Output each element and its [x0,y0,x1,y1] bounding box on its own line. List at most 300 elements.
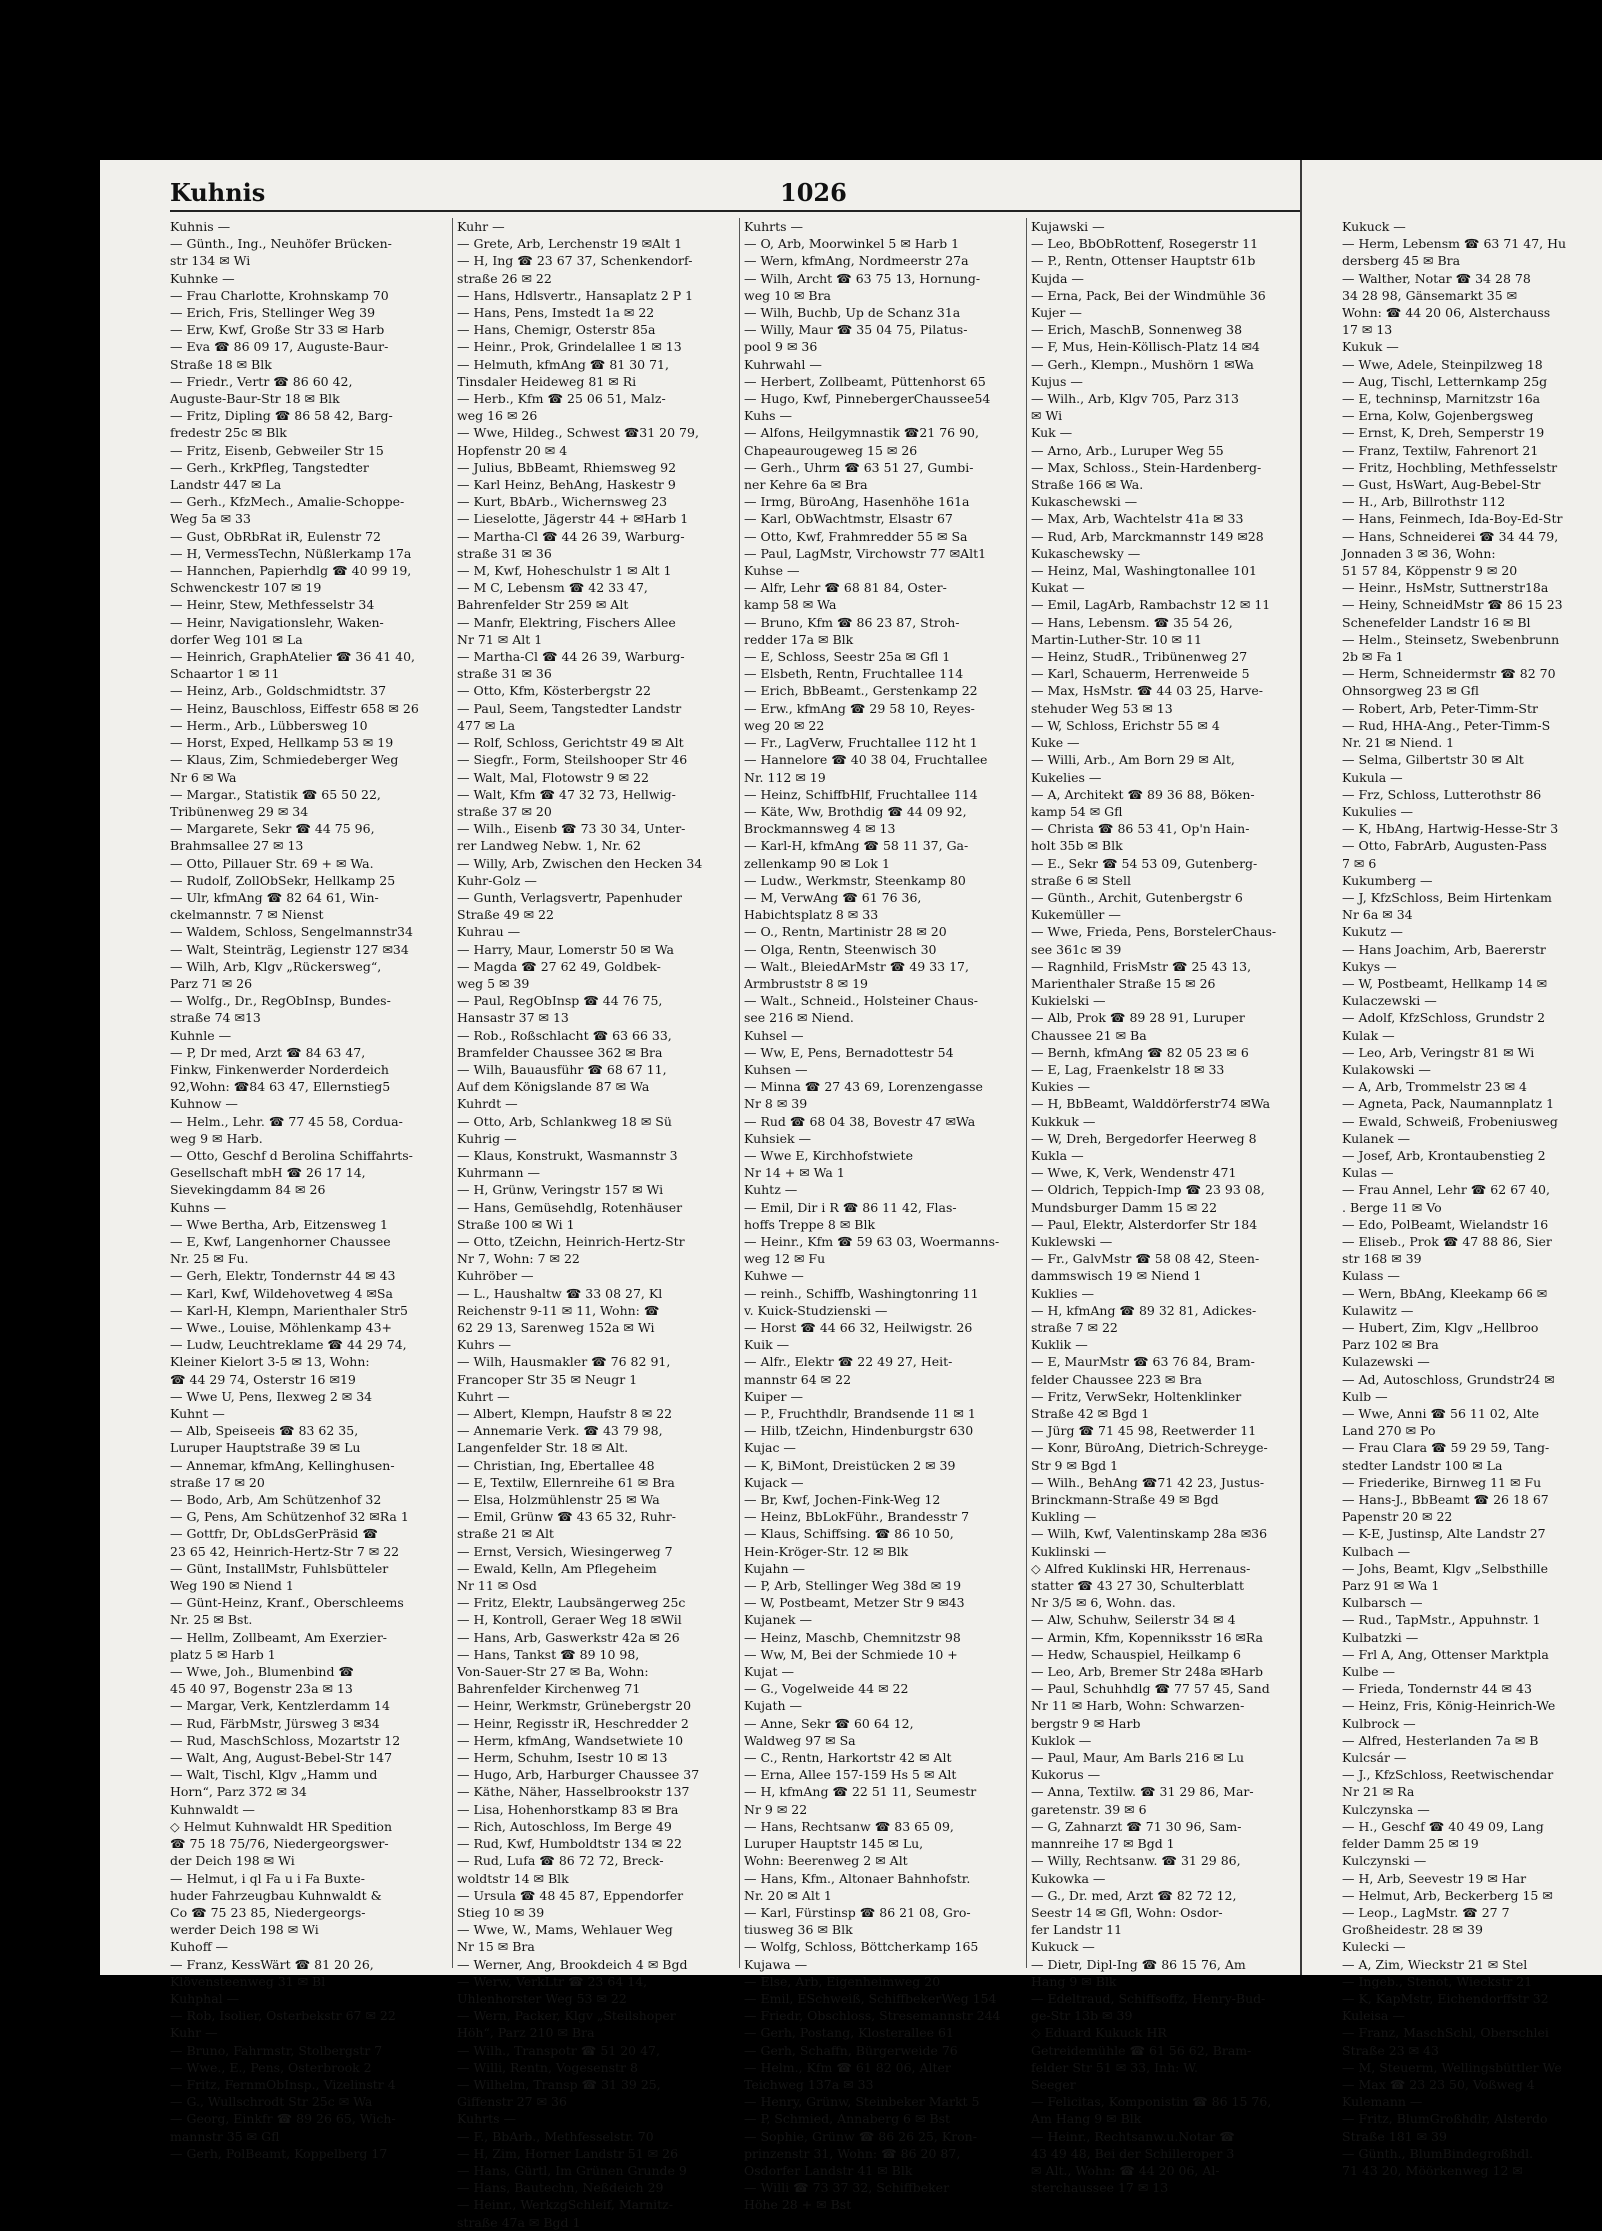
directory-entry-line: Chapeaurougeweg 15 ✉ 26 [744,442,918,458]
directory-entry-line: — Leop., LagMstr. ☎ 27 7 [1342,1904,1510,1920]
directory-entry-line: ge-Str 13b ✉ 39 [1031,2008,1133,2024]
directory-entry-line: — Gust, ObRbRat iR, Eulenstr 72 [170,528,381,544]
directory-entry-line: — Elsa, Holzmühlenstr 25 ✉ Wa [457,1492,660,1508]
directory-entry-line: — Horst ☎ 44 66 32, Heilwigstr. 26 [744,1320,973,1335]
directory-entry-line: Kuhrmann — [457,1165,541,1181]
directory-entry-line: Finkw, Finkenwerder Norderdeich [170,1061,389,1077]
directory-entry-line: — P, Dr med, Arzt ☎ 84 63 47, [170,1044,366,1060]
directory-entry-line: — Wwe., E., Pens, Osterbrook 2 [170,2059,372,2075]
directory-entry-line: — Else, Arb, Eigenheimweg 20 [744,1973,941,1989]
directory-entry-line: — J, KfzSchloss, Beim Hirtenkam [1342,889,1552,905]
directory-entry-line: weg 10 ✉ Bra [744,287,832,303]
directory-entry-line: — Edeltraud, Schiffsoffz, Henry-Bud- [1031,1990,1266,2006]
directory-entry-line: straße 47a ✉ Bgd 1 [457,2214,581,2230]
directory-entry-line: — Horst, Exped, Hellkamp 53 ✉ 19 [170,735,394,751]
directory-entry-line: Kukaschewsky — [1031,545,1141,561]
directory-entry-line: Kulemann — [1342,2094,1423,2110]
directory-entry-line: — Rud, MaschSchloss, Mozartstr 12 [170,1732,401,1748]
directory-entry-line: Land 270 ✉ Po [1342,1423,1436,1439]
directory-entry-line: Kujus — [1031,373,1083,389]
directory-entry-line: ◇ Eduard Kukuck HR [1031,2025,1167,2041]
directory-entry-line: — P, Arb, Stellinger Weg 38d ✉ 19 [744,1578,962,1594]
directory-entry-line: — Fr., LagVerw, Fruchtallee 112 ht 1 [744,735,978,751]
directory-entry-line: — Heinz, Fris, König-Heinrich-We [1342,1698,1556,1714]
directory-entry-line: — Hans, Chemigr, Osterstr 85a [457,322,656,338]
directory-entry-line: 2b ✉ Fa 1 [1342,649,1404,665]
directory-entry-line: — Paul, LagMstr, Virchowstr 77 ✉Alt1 [744,545,987,561]
directory-entry-line: — Franz, Textilw, Fahrenort 21 [1342,442,1539,458]
directory-entry-line: Nr. 25 ✉ Fu. [170,1251,249,1267]
directory-entry-line: Straße 181 ✉ 39 [1342,2128,1447,2144]
directory-entry-line: — Klaus, Zim, Schmiedeberger Weg [170,752,399,768]
directory-entry-line: — Heinr, Werkmstr, Grünebergstr 20 [457,1698,692,1714]
directory-entry-line: zellenkamp 90 ✉ Lok 1 [744,855,890,871]
directory-entry-line: — Leo, Arb, Veringstr 81 ✉ Wi [1342,1044,1535,1060]
directory-entry-line: Hang 9 ✉ Blk [1031,1973,1117,1989]
directory-entry-line: Schaartor 1 ✉ 11 [170,666,280,682]
directory-entry-line: — Ad, Autoschloss, Grundstr24 ✉ [1342,1371,1555,1387]
directory-entry-line: — J., KfzSchloss, Reetwischendar [1342,1767,1554,1783]
directory-entry-line: — Hilb, tZeichn, Hindenburgstr 630 [744,1423,974,1439]
directory-entry-line: — H., Geschf ☎ 40 49 09, Lang [1342,1818,1544,1834]
directory-entry-line: Klövensteenweg 31 ✉ Bl [170,1973,326,1989]
directory-entry-line: Nr 9 ✉ 22 [744,1801,808,1817]
directory-entry-line: Kulbrock — [1342,1715,1416,1731]
directory-entry-line: Kleiner Kielort 3-5 ✉ 13, Wohn: [170,1354,370,1370]
directory-entry-line: — Fr., GalvMstr ☎ 58 08 42, Steen- [1031,1251,1260,1267]
directory-entry-line: — Otto, tZeichn, Heinrich-Hertz-Str [457,1233,685,1249]
directory-entry-line: v. Kuick-Studzienski — [744,1302,888,1318]
directory-entry-line: — Gerh., KfzMech., Amalie-Schoppe- [170,494,405,510]
directory-entry-line: Gesellschaft mbH ☎ 26 17 14, [170,1165,366,1181]
directory-entry-line: Uhlenhorster Weg 53 ✉ 22 [457,1990,627,2006]
directory-entry-line: — Alfons, Heilgymnastik ☎21 76 90, [744,425,979,441]
directory-entry-line: 71 43 20, Möörkenweg 12 ✉ [1342,2162,1523,2178]
directory-entry-line: der Deich 198 ✉ Wi [170,1853,295,1869]
directory-entry-line: — Heinr., WerkzgSchleif, Marnitz- [457,2197,673,2213]
directory-entry-line: 92,Wohn: ☎84 63 47, Ellernstieg5 [170,1079,391,1095]
directory-entry-line: — Heinz, Mal, Washingtonallee 101 [1031,563,1257,579]
directory-entry-line: straße 6 ✉ Stell [1031,872,1131,888]
directory-entry-line: — Margar., Statistik ☎ 65 50 22, [170,786,381,802]
directory-entry-line: — M, Kwf, Hoheschulstr 1 ✉ Alt 1 [457,563,672,579]
directory-entry-line: — E, Textilw, Ellernreihe 61 ✉ Bra [457,1474,675,1490]
directory-entry-line: Kukutz — [1342,924,1403,940]
directory-entry-line: — Hans, Tankst ☎ 89 10 98, [457,1646,640,1662]
directory-entry-line: Kuhröber — [457,1268,534,1284]
directory-entry-line: — Hans, Rechtsanw ☎ 83 65 09, [744,1818,954,1834]
directory-entry-line: — Günth., Ing., Neuhöfer Brücken- [170,236,392,252]
directory-entry-line: Bramfelder Chaussee 362 ✉ Bra [457,1044,663,1060]
directory-entry-line: — Hans, Lebensm. ☎ 35 54 26, [1031,614,1233,630]
directory-entry-line: Kukumberg — [1342,872,1433,888]
directory-entry-line: — Walt, Kfm ☎ 47 32 73, Hellwig- [457,786,676,802]
directory-entry-line: werder Deich 198 ✉ Wi [170,1922,319,1938]
directory-entry-line: — Wolfg., Dr., RegObInsp, Bundes- [170,993,391,1009]
directory-entry-line: — Kurt, BbArb., Wichernsweg 23 [457,494,668,510]
directory-entry-line: — Hannchen, Papierhdlg ☎ 40 99 19, [170,563,412,579]
directory-entry-line: Kuhnis — [170,219,231,234]
directory-entry-line: — Wern, Packer, Klgv „Steilshoper [457,2008,676,2024]
directory-entry-line: — Karl Heinz, BehAng, Haskestr 9 [457,477,676,493]
directory-entry-line: Brockmannsweg 4 ✉ 13 [744,821,896,837]
directory-entry-line: — Heinz, Maschb, Chemnitzstr 98 [744,1629,961,1645]
directory-entry-line: straße 31 ✉ 36 [457,545,552,561]
directory-entry-line: Kulaczewski — [1342,993,1437,1009]
directory-entry-line: Bahrenfelder Kirchenweg 71 [457,1681,641,1697]
directory-entry-line: — Oldrich, Teppich-Imp ☎ 23 93 08, [1031,1182,1265,1198]
directory-entry-line: Kukuck — [1342,219,1406,234]
directory-entry-line: — Bruno, Kfm ☎ 86 23 87, Stroh- [744,614,960,630]
directory-entry-line: — Armin, Kfm, Kopenniksstr 16 ✉Ra [1031,1629,1263,1645]
directory-entry-line: — H, kfmAng ☎ 22 51 11, Seumestr [744,1784,977,1800]
directory-entry-line: — Wilh., Arb, Klgv 705, Parz 313 [1031,391,1239,407]
directory-entry-line: rer Landweg Nebw. 1, Nr. 62 [457,838,641,854]
directory-entry-line: Nr. 20 ✉ Alt 1 [744,1887,832,1903]
directory-entry-line: — Hans, Kfm., Altonaer Bahnhofstr. [744,1870,971,1886]
directory-entry-line: — Herm, Schneidermstr ☎ 82 70 [1342,666,1556,682]
directory-entry-line: — Leo, Arb, Bremer Str 248a ✉Harb [1031,1664,1263,1680]
directory-entry-line: — Gerh., Uhrm ☎ 63 51 27, Gumbi- [744,459,974,475]
directory-entry-line: — K, BiMont, Dreistücken 2 ✉ 39 [744,1457,956,1473]
directory-entry-line: Straße 23 ✉ 43 [1342,2042,1439,2058]
directory-entry-line: — Heinr., Kfm ☎ 59 63 03, Woermanns- [744,1233,1000,1249]
directory-entry-line: Kulakowski — [1342,1061,1431,1077]
directory-entry-line: — Ludw, Leuchtreklame ☎ 44 29 74, [170,1337,407,1353]
directory-entry-line: Kuk — [1031,425,1073,441]
directory-entry-line: — Helmut, i ql Fa u i Fa Buxte- [170,1870,366,1886]
directory-entry-line: Kulak — [1342,1027,1395,1043]
directory-entry-line: — Günt-Heinz, Kranf., Oberschleems [170,1595,404,1611]
directory-entry-line: — Lisa, Hohenhorstkamp 83 ✉ Bra [457,1801,679,1817]
directory-entry-line: ✉ Alt., Wohn: ☎ 44 20 06, Al- [1031,2162,1220,2178]
directory-entry-line: — Paul, Schuhhdlg ☎ 77 57 45, Sand [1031,1681,1270,1697]
directory-entry-line: — Paul, Elektr, Alsterdorfer Str 184 [1031,1216,1258,1232]
directory-entry-line: Parz 102 ✉ Bra [1342,1337,1439,1353]
directory-entry-line: — M, VerwAng ☎ 61 76 36, [744,889,922,905]
directory-entry-line: — Christian, Ing, Ebertallee 48 [457,1457,655,1473]
directory-entry-line: — Gerh, Elektr, Tondernstr 44 ✉ 43 [170,1268,396,1284]
directory-entry-line: 477 ✉ La [457,717,516,733]
header-rule [170,210,1300,212]
directory-entry-line: Kujack — [744,1474,804,1490]
directory-entry-line: felder Chaussee 223 ✉ Bra [1031,1371,1202,1387]
directory-entry-line: — Alfr, Lehr ☎ 68 81 84, Oster- [744,580,947,596]
directory-entry-line: — Erw, Kwf, Große Str 33 ✉ Harb [170,322,385,338]
directory-entry-line: Wohn: Beerenweg 2 ✉ Alt [744,1853,908,1869]
directory-entry-line: Kuhsiek — [744,1130,812,1146]
directory-entry-line: Kukulies — [1342,803,1414,819]
directory-entry-line: Nr 6 ✉ Wa [170,769,237,785]
directory-entry-line: dersberg 45 ✉ Bra [1342,253,1461,269]
directory-entry-line: — Bodo, Arb, Am Schützenhof 32 [170,1492,382,1508]
directory-entry-line: — F, Mus, Hein-Köllisch-Platz 14 ✉4 [1031,339,1260,355]
directory-entry-line: — Gerh, PolBeamt, Koppelberg 17 [170,2145,388,2161]
directory-entry-line: Luruper Hauptstr 145 ✉ Lu, [744,1836,924,1852]
directory-entry-line: Kuklik — [1031,1337,1088,1353]
directory-entry-line: — Dietr, Dipl-Ing ☎ 86 15 76, Am [1031,1956,1246,1972]
directory-entry-line: Tinsdaler Heideweg 81 ✉ Ri [457,373,637,389]
directory-entry-line: 23 65 42, Heinrich-Hertz-Str 7 ✉ 22 [170,1543,400,1559]
directory-entry-line: fredestr 25c ✉ Blk [170,425,287,441]
directory-entry-line: Kukat — [1031,580,1085,596]
directory-entry-line: Langenfelder Str. 18 ✉ Alt. [457,1440,629,1456]
directory-entry-line: Kuhrdt — [457,1096,518,1112]
directory-entry-line: — Klaus, Konstrukt, Wasmannstr 3 [457,1147,678,1163]
directory-entry-line: — Fritz, Dipling ☎ 86 58 42, Barg- [170,408,393,424]
directory-entry-line: — Max, Schloss., Stein-Hardenberg- [1031,459,1262,475]
directory-entry-line: straße 21 ✉ Alt [457,1526,554,1542]
directory-entry-line: — Hans, Schneiderei ☎ 34 44 79, [1342,528,1559,544]
directory-entry-line: — Christa ☎ 86 53 41, Op'n Hain- [1031,821,1250,837]
directory-entry-line: Kuik — [744,1337,790,1353]
directory-entry-line: — Hugo, Kwf, PinnebergerChaussee54 [744,391,991,407]
directory-entry-line: Kulczynski — [1342,1853,1427,1869]
directory-entry-line: — Gerh, Schaffn, Bürgerweide 76 [744,2042,958,2058]
directory-entry-line: 7 ✉ 6 [1342,855,1377,871]
directory-entry-line: Kulbach — [1342,1543,1411,1559]
directory-entry-line: — Lieselotte, Jägerstr 44 + ✉Harb 1 [457,511,689,527]
directory-entry-line: weg 5 ✉ 39 [457,975,530,991]
directory-entry-line: — Minna ☎ 27 43 69, Lorenzengasse [744,1079,983,1095]
directory-entry-line: — Rich, Autoschloss, Im Berge 49 [457,1818,672,1834]
directory-entry-line: — Franz, MaschSchl, Oberschlei [1342,2025,1549,2041]
directory-entry-line: — Wolfg, Schloss, Böttcherkamp 165 [744,1939,979,1955]
directory-entry-line: — Herm, kfmAng, Wandsetwiete 10 [457,1732,684,1748]
directory-entry-line: Wohn: ☎ 44 20 06, Alsterchauss [1342,305,1551,321]
directory-entry-line: Kulb — [1342,1388,1388,1404]
directory-entry-line: kamp 58 ✉ Wa [744,597,837,613]
directory-entry-line: — Erich, MaschB, Sonnenweg 38 [1031,322,1243,338]
directory-entry-line: — Hans, Pens, Imstedt 1a ✉ 22 [457,305,655,321]
directory-entry-line: Kulass — [1342,1268,1400,1284]
directory-entry-line: — Jürg ☎ 71 45 98, Reetwerder 11 [1031,1423,1257,1439]
directory-entry-line: weg 12 ✉ Fu [744,1251,826,1267]
directory-entry-line: — Rud, HHA-Ang., Peter-Timm-S [1342,717,1551,733]
directory-entry-line: — Friederike, Birnweg 11 ✉ Fu [1342,1474,1542,1490]
directory-entry-line: — Emil, Dir i R ☎ 86 11 42, Flas- [744,1199,957,1215]
directory-entry-line: — H., Arb, Billrothstr 112 [1342,494,1506,510]
directory-entry-line: mannreihe 17 ✉ Bgd 1 [1031,1836,1175,1852]
directory-entry-line: ner Kehre 6a ✉ Bra [744,477,868,493]
directory-entry-line: Francoper Str 35 ✉ Neugr 1 [457,1371,638,1387]
directory-entry-line: Straße 100 ✉ Wi 1 [457,1216,575,1232]
directory-entry-line: — Paul, Seem, Tangstedter Landstr [457,700,682,716]
directory-entry-line: — Wwe Bertha, Arb, Eitzensweg 1 [170,1216,388,1232]
directory-entry-line: Straße 166 ✉ Wa. [1031,477,1144,493]
directory-entry-line: Nr 21 ✉ Ra [1342,1784,1415,1800]
directory-entry-line: — reinh., Schiffb, Washingtonring 11 [744,1285,979,1301]
directory-entry-line: — Gottfr, Dr, ObLdsGerPräsid ☎ [170,1526,378,1542]
directory-entry-line: — Heinr., HsMstr, Suttnerstr18a [1342,580,1549,596]
directory-entry-line: — Walt, Ang, August-Bebel-Str 147 [170,1750,393,1766]
directory-entry-line: — Ludw., Werkmstr, Steenkamp 80 [744,872,966,888]
directory-entry-line: — Werw, VerkLtr ☎ 23 64 14, [457,1973,648,1989]
directory-entry-line: straße 37 ✉ 20 [457,803,552,819]
head-name: Kuhnis [170,178,266,207]
directory-entry-line: — Paul, Maur, Am Barls 216 ✉ Lu [1031,1750,1245,1766]
directory-entry-line: Kuhse — [744,563,800,579]
directory-entry-line: — Otto, Kfm, Kösterbergstr 22 [457,683,652,699]
directory-entry-line: — Emil, ESchweiß, SchiffbekerWeg 154 [744,1990,997,2006]
directory-entry-line: stedter Landstr 100 ✉ La [1342,1457,1503,1473]
directory-entry-line: Kuhs — [744,408,793,424]
directory-entry-line: ☎ 75 18 75/76, Niedergeorgswer- [170,1836,389,1852]
directory-entry-line: — Günth., BlumBindegroßhdl. [1342,2145,1534,2161]
directory-entry-line: Habichtsplatz 8 ✉ 33 [744,907,879,923]
directory-entry-line: weg 20 ✉ 22 [744,717,825,733]
directory-entry-line: — Wilh., BehAng ☎71 42 23, Justus- [1031,1474,1265,1490]
directory-entry-line: — W, Dreh, Bergedorfer Heerweg 8 [1031,1130,1257,1146]
directory-entry-line: — Br, Kwf, Jochen-Fink-Weg 12 [744,1492,941,1508]
directory-entry-line: Kuhrts — [744,219,804,234]
directory-entry-line: — Wwe, Joh., Blumenbind ☎ [170,1664,355,1680]
directory-entry-line: . Berge 11 ✉ Vo [1342,1199,1442,1215]
directory-entry-line: — Frau Clara ☎ 59 29 59, Tang- [1342,1440,1550,1456]
directory-entry-line: — Frau Charlotte, Krohnskamp 70 [170,287,389,303]
directory-entry-line: — Heinz, SchiffbHlf, Fruchtallee 114 [744,786,978,802]
directory-entry-line: Kukys — [1342,958,1397,974]
directory-entry-line: Waldweg 97 ✉ Sa [744,1732,856,1748]
directory-entry-line: — Arno, Arb., Luruper Weg 55 [1031,442,1224,458]
directory-entry-line: fer Landstr 11 [1031,1922,1123,1938]
directory-entry-line: — Rud, Arb, Marckmannstr 149 ✉28 [1031,528,1264,544]
directory-entry-line: — Heinr, Stew, Methfesselstr 34 [170,597,375,613]
directory-entry-line: — Wwe., Louise, Möhlenkamp 43+ [170,1320,393,1335]
directory-entry-line: — Hans, Feinmech, Ida-Boy-Ed-Str [1342,511,1563,527]
directory-entry-line: Kulazewski — [1342,1354,1430,1370]
directory-entry-line: — Wwe, K, Verk, Wendenstr 471 [1031,1165,1237,1181]
directory-entry-line: — E, Schloss, Seestr 25a ✉ Gfl 1 [744,649,951,665]
directory-entry-line: Kuhnt — [170,1406,225,1422]
directory-entry-line: — Henry, Grünw, Steinbeker Markt 5 [744,2094,980,2110]
directory-entry-line: — A, Zim, Wieckstr 21 ✉ Stel [1342,1956,1528,1972]
directory-entry-line: Nr 11 ✉ Osd [457,1578,537,1594]
directory-entry-line: Chaussee 21 ✉ Ba [1031,1027,1147,1043]
directory-entry-line: — Fritz, FernmObInsp., Vizelinstr 4 [170,2076,396,2092]
directory-entry-line: see 216 ✉ Niend. [744,1010,854,1026]
directory-entry-line: — Helm., Kfm ☎ 61 82 06, Alter [744,2059,951,2075]
directory-entry-line: ◇ Helmut Kuhnwaldt HR Spedition [170,1818,392,1834]
directory-entry-line: — Erw., kfmAng ☎ 29 58 10, Reyes- [744,700,975,716]
directory-entry-line: — Erich, BbBeamt., Gerstenkamp 22 [744,683,978,699]
directory-entry-line: Kuhnle — [170,1027,232,1043]
directory-entry-line: Luruper Hauptstraße 39 ✉ Lu [170,1440,361,1456]
directory-entry-line: Nr 14 + ✉ Wa 1 [744,1165,845,1181]
running-head [170,178,1300,218]
directory-entry-line: Kukielski — [1031,993,1106,1009]
directory-entry-line: — E., Sekr ☎ 54 53 09, Gutenberg- [1031,855,1258,871]
directory-entry-line: Kuhnwaldt — [170,1801,255,1817]
directory-entry-line: — H, Zim, Horner Landstr 51 ✉ 26 [457,2145,679,2161]
directory-entry-line: — Helm., Steinsetz, Swebenbrunn [1342,631,1560,647]
directory-entry-line: Kulanek — [1342,1130,1411,1146]
directory-entry-line: — G., Wullschrodt Str 25c ✉ Wa [170,2094,373,2110]
directory-entry-line: — Helmuth, kfmAng ☎ 81 30 71, [457,356,669,372]
directory-entry-line: — Frieda, Tondernstr 44 ✉ 43 [1342,1681,1532,1697]
directory-entry-line: platz 5 ✉ Harb 1 [170,1646,276,1662]
directory-entry-line: — Georg, Einkfr ☎ 89 26 65, Wich- [170,2111,396,2127]
directory-entry-line: — Bernh, kfmAng ☎ 82 05 23 ✉ 6 [1031,1044,1249,1060]
directory-entry-line: — Heinz, BbLokFühr., Brandesstr 7 [744,1509,970,1525]
directory-entry-line: Kukowka — [1031,1870,1106,1886]
directory-entry-line: Kukorus — [1031,1767,1101,1783]
directory-entry-line: — P., Fruchthdlr, Brandsende 11 ✉ 1 [744,1406,976,1422]
directory-entry-line: — G, Pens, Am Schützenhof 32 ✉Ra 1 [170,1509,409,1525]
directory-entry-line: — Rud., TapMstr., Appuhnstr. 1 [1342,1612,1541,1628]
directory-entry-line: — P, Schmied, Annaberg 6 ✉ Bst [744,2111,951,2127]
directory-entry-line: stehuder Weg 53 ✉ 13 [1031,700,1173,716]
directory-entry-line: — Johs, Beamt, Klgv „Selbsthille [1342,1560,1548,1576]
directory-entry-line: — Käte, Ww, Brothdig ☎ 44 09 92, [744,803,967,819]
directory-entry-line: — Gerh., KrkPfleg, Tangstedter [170,459,369,475]
directory-entry-line: straße 31 ✉ 36 [457,666,552,682]
directory-entry-line: — Siegfr., Form, Steilshooper Str 46 [457,752,688,768]
directory-entry-line: — P., Rentn, Ottenser Hauptstr 61b [1031,253,1256,269]
directory-entry-line: — W, Postbeamt, Metzer Str 9 ✉43 [744,1595,965,1611]
directory-entry-line: Kulawitz — [1342,1302,1414,1318]
directory-entry-line: — E, MaurMstr ☎ 63 76 84, Bram- [1031,1354,1255,1370]
directory-entry-line: ✉ Wi [1031,408,1063,424]
directory-entry-line: — G., Vogelweide 44 ✉ 22 [744,1681,909,1697]
directory-entry-line: — K-E, Justinsp, Alte Landstr 27 [1342,1526,1546,1542]
directory-entry-line: — Fritz, Eisenb, Gebweiler Str 15 [170,442,384,458]
directory-entry-line: — Irmg, BüroAng, Hasenhöhe 161a [744,494,970,510]
directory-entry-line: Kukaschewski — [1031,494,1138,510]
directory-entry-line: — Ernst, K, Dreh, Semperstr 19 [1342,425,1545,441]
directory-entry-line: — W, Schloss, Erichstr 55 ✉ 4 [1031,717,1220,733]
directory-entry-line: Hopfenstr 20 ✉ 4 [457,442,568,458]
directory-entry-line: — Ragnhild, FrisMstr ☎ 25 43 13, [1031,958,1252,974]
directory-entry-line: — Wern, BbAng, Kleekamp 66 ✉ [1342,1285,1548,1301]
directory-entry-line: — Hans, Arb, Gaswerkstr 42a ✉ 26 [457,1629,680,1645]
directory-entry-line: — Karl-H, kfmAng ☎ 58 11 37, Ga- [744,838,969,854]
directory-entry-line: — Ulr, kfmAng ☎ 82 64 61, Win- [170,889,379,905]
directory-entry-line: — Wilh, Hausmakler ☎ 76 82 91, [457,1354,671,1370]
directory-entry-line: weg 16 ✉ 26 [457,408,538,424]
directory-entry-line: — Margarete, Sekr ☎ 44 75 96, [170,821,375,837]
directory-entry-line: — Emil, Grünw ☎ 43 65 32, Ruhr- [457,1509,676,1525]
directory-entry-line: — Ewald, Kelln, Am Pflegeheim [457,1560,657,1576]
directory-entry-line: Teichweg 137a ✉ 33 [744,2076,874,2092]
directory-entry-line: — Heinz, Bauschloss, Eiffestr 658 ✉ 26 [170,700,419,716]
directory-entry-line: — Wwe, Frieda, Pens, BorstelerChaus- [1031,924,1277,940]
directory-entry-line: — Alfr., Elektr ☎ 22 49 27, Heit- [744,1354,953,1370]
directory-entry-line: Seestr 14 ✉ Gfl, Wohn: Osdor- [1031,1904,1223,1920]
directory-entry-line: — Paul, RegObInsp ☎ 44 76 75, [457,993,663,1009]
directory-entry-line: — Wern, kfmAng, Nordmeerstr 27a [744,253,969,269]
directory-entry-line: Kuhrwahl — [744,356,822,372]
directory-entry-line: — Grete, Arb, Lerchenstr 19 ✉Alt 1 [457,236,683,252]
directory-entry-line: — Heinrich, GraphAtelier ☎ 36 41 40, [170,649,416,665]
directory-entry-line: Parz 91 ✉ Wa 1 [1342,1578,1440,1594]
directory-entry-line: Kuhrig — [457,1130,517,1146]
directory-entry-line: see 361c ✉ 39 [1031,941,1122,957]
directory-entry-line: Str 9 ✉ Bgd 1 [1031,1457,1119,1473]
directory-entry-line: — Wilh, Buchb, Up de Schanz 31a [744,305,961,321]
directory-entry-line: — Frau Annel, Lehr ☎ 62 67 40, [1342,1182,1550,1198]
directory-entry-line: Reichenstr 9-11 ✉ 11, Wohn: ☎ [457,1302,660,1318]
directory-entry-line: prinzenstr 31, Wohn: ☎ 86 20 87, [744,2145,961,2161]
directory-entry-line: tiusweg 36 ✉ Blk [744,1922,853,1938]
directory-entry-line: Kukkuk — [1031,1113,1096,1129]
directory-entry-line: Mundsburger Damm 15 ✉ 22 [1031,1199,1218,1215]
directory-entry-line: — Martha-Cl ☎ 44 26 39, Warburg- [457,649,685,665]
directory-entry-line: — Wwe E, Kirchhofstwiete [744,1147,913,1163]
directory-entry-line: Marienthaler Straße 15 ✉ 26 [1031,975,1216,991]
directory-entry-line: sterchaussee 17 ✉ 13 [1031,2180,1169,2196]
directory-entry-line: — Otto, Kwf, Frahmredder 55 ✉ Sa [744,528,968,544]
